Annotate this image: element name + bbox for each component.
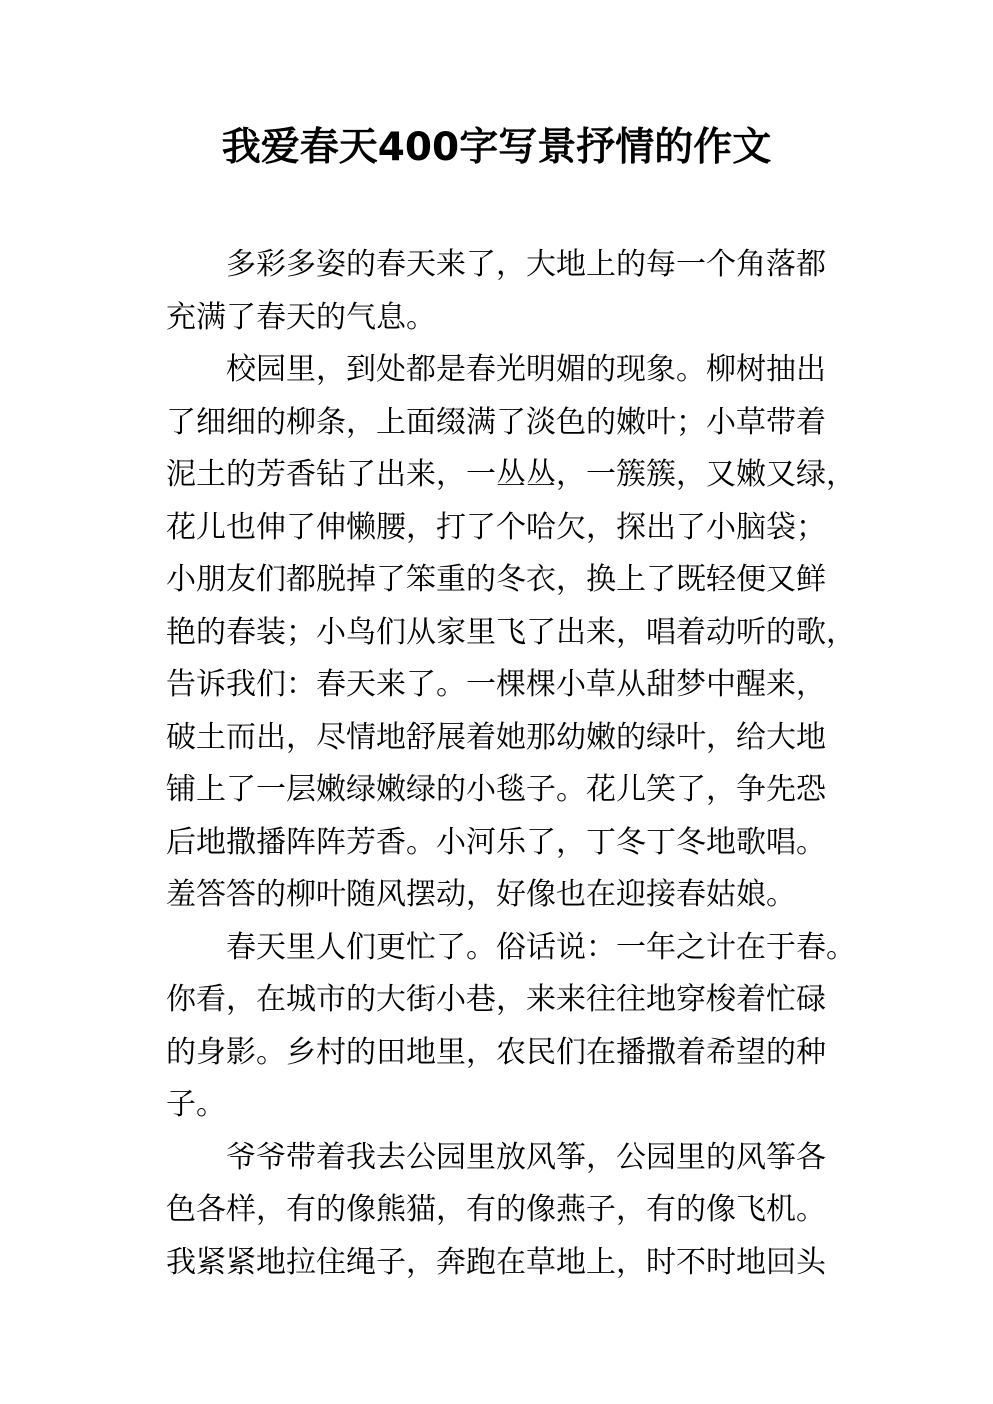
text-line: 春天里人们更忙了。俗话说：一年之计在于春。: [226, 929, 856, 965]
text-line: 子。: [166, 1087, 226, 1122]
text-line: 破土而出，尽情地舒展着她那幼嫩的绿叶，给大地: [166, 719, 826, 755]
text-line: 爷爷带着我去公园里放风筝，公园里的风筝各: [226, 1139, 826, 1175]
text-line: 色各样，有的像熊猫，有的像燕子，有的像飞机。: [166, 1192, 826, 1227]
text-line: 艳的春装；小鸟们从家里飞了出来，唱着动听的歌，: [166, 614, 856, 650]
text-line: 告诉我们：春天来了。一棵棵小草从甜梦中醒来，: [166, 667, 826, 702]
text-line: 充满了春天的气息。: [166, 299, 436, 335]
text-line: 小朋友们都脱掉了笨重的冬衣，换上了既轻便又鲜: [166, 562, 826, 597]
text-line: 铺上了一层嫩绿嫩绿的小毯子。花儿笑了，争先恐: [166, 772, 826, 807]
text-line: 你看，在城市的大街小巷，来来往往地穿梭着忙碌: [166, 982, 826, 1017]
document-title: 我爱春天400字写景抒情的作文: [221, 125, 772, 170]
text-line: 多彩多姿的春天来了，大地上的每一个角落都: [226, 247, 826, 282]
paragraph-4: [166, 1132, 828, 1290]
text-line: 泥土的芳香钻了出来，一丛丛，一簇簇，又嫩又绿，: [166, 457, 856, 492]
text-line: 我紧紧地拉住绳子，奔跑在草地上，时不时地回头: [166, 1244, 826, 1280]
paragraph-3: [166, 922, 856, 1132]
document-body: [166, 239, 856, 1289]
text-line: 后地撒播阵阵芳香。小河乐了，丁冬丁冬地歌唱。: [166, 824, 826, 860]
text-line: 了细细的柳条，上面缀满了淡色的嫩叶；小草带着: [166, 404, 826, 440]
text-line: 花儿也伸了伸懒腰，打了个哈欠，探出了小脑袋；: [166, 509, 826, 545]
text-line: 校园里，到处都是春光明媚的现象。柳树抽出: [226, 352, 826, 387]
paragraph-1: [166, 239, 828, 344]
paragraph-2: [166, 344, 856, 922]
text-line: 羞答答的柳叶随风摆动，好像也在迎接春姑娘。: [166, 877, 796, 912]
text-line: 的身影。乡村的田地里，农民们在播撒着希望的种: [166, 1034, 826, 1070]
